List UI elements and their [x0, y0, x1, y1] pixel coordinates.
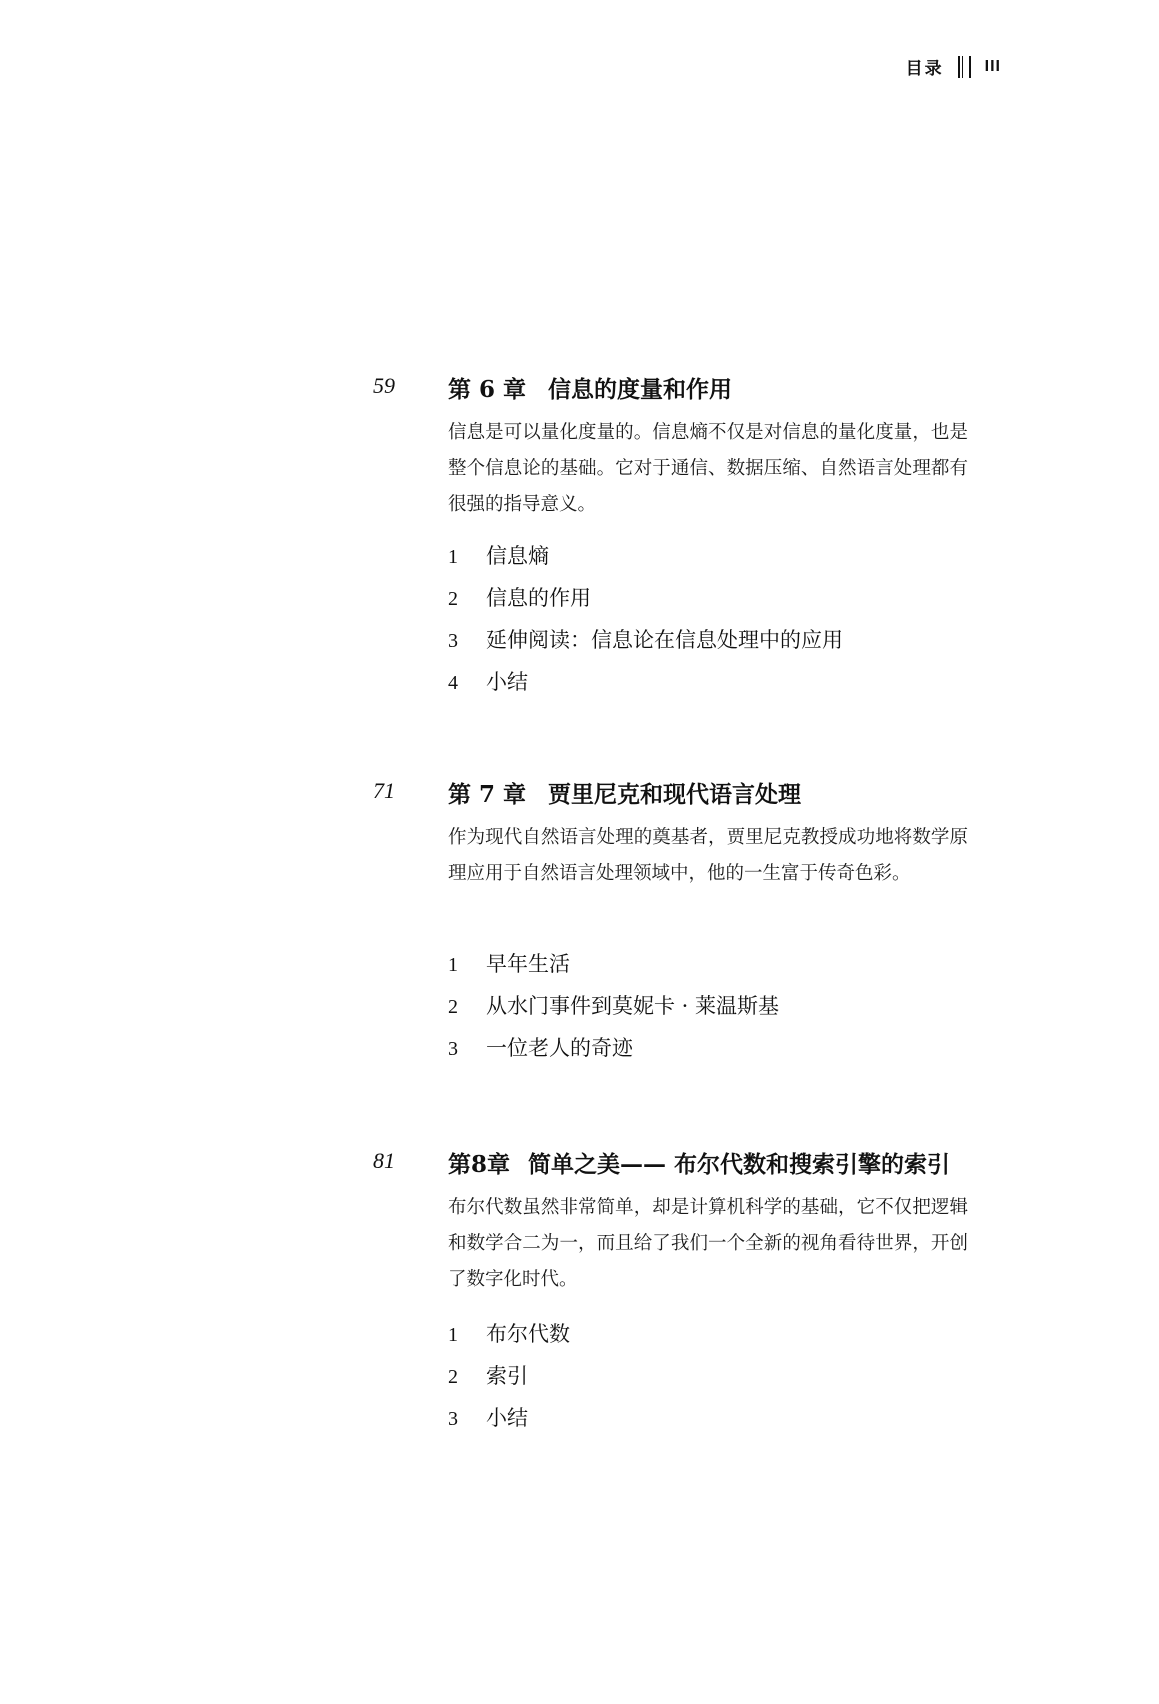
chapter-page-number: 71 — [373, 778, 395, 803]
chapter-page-number: 59 — [373, 373, 395, 398]
section-item[interactable] — [448, 582, 843, 624]
running-head-page-number: III — [984, 57, 1001, 75]
section-title: 小结 — [486, 670, 528, 694]
section-title: 信息的作用 — [486, 586, 591, 610]
chapter-title: 贾里尼克和现代语言处理 — [548, 781, 802, 808]
section-list — [448, 1318, 570, 1444]
section-item[interactable] — [448, 1360, 570, 1402]
section-item[interactable] — [448, 990, 779, 1032]
section-item[interactable] — [448, 540, 843, 582]
section-list — [448, 948, 779, 1074]
separator-bars-icon — [958, 56, 971, 78]
section-item[interactable] — [448, 624, 843, 666]
section-number: 2 — [448, 588, 458, 610]
section-title: 一位老人的奇迹 — [486, 1036, 633, 1060]
chapter-label: 第8章 — [448, 1151, 511, 1178]
section-number: 4 — [448, 672, 458, 694]
section-item[interactable] — [448, 1402, 570, 1444]
section-title: 早年生活 — [486, 952, 570, 976]
section-number: 2 — [448, 996, 458, 1018]
section-title: 延伸阅读：信息论在信息处理中的应用 — [486, 628, 843, 652]
section-number: 1 — [448, 1324, 458, 1346]
section-number: 1 — [448, 954, 458, 976]
section-title: 从水门事件到莫妮卡 · 莱温斯基 — [486, 994, 780, 1018]
chapter-title: 简单之美—— 布尔代数和搜索引擎的索引 — [528, 1151, 951, 1178]
chapter-summary: 布尔代数虽然非常简单，却是计算机科学的基础，它不仅把逻辑和数学合二为一，而且给了我们一个全新的视角看待世界，开创了数字化时代。 — [448, 1197, 968, 1290]
chapter-summary: 作为现代自然语言处理的奠基者，贾里尼克教授成功地将数学原理应用于自然语言处理领域中，他的一生富于传奇色彩。 — [448, 827, 968, 884]
section-item[interactable] — [448, 948, 779, 990]
chapter-heading[interactable] — [448, 371, 968, 404]
running-head — [906, 54, 1001, 79]
section-number: 3 — [448, 630, 458, 652]
chapter-label: 第 6 章 — [448, 376, 527, 403]
chapter-heading[interactable] — [448, 1146, 968, 1179]
section-number: 2 — [448, 1366, 458, 1388]
chapter-page-number: 81 — [373, 1148, 395, 1173]
section-item[interactable] — [448, 1318, 570, 1360]
chapter-heading[interactable] — [448, 776, 968, 809]
section-item[interactable] — [448, 1032, 779, 1074]
section-item[interactable] — [448, 666, 843, 708]
running-head-section: 目录 — [905, 59, 944, 79]
section-title: 信息熵 — [486, 544, 549, 568]
chapter-title: 信息的度量和作用 — [548, 376, 733, 403]
chapter-label: 第 7 章 — [448, 781, 527, 808]
section-title: 小结 — [486, 1406, 528, 1430]
section-title: 索引 — [486, 1364, 528, 1388]
chapter-summary: 信息是可以量化度量的。信息熵不仅是对信息的量化度量，也是整个信息论的基础。它对于通信、数据压缩、自然语言处理都有很强的指导意义。 — [448, 422, 968, 515]
section-title: 布尔代数 — [486, 1322, 570, 1346]
section-number: 3 — [448, 1038, 458, 1060]
section-number: 1 — [448, 546, 458, 568]
section-list — [448, 540, 843, 708]
section-number: 3 — [448, 1408, 458, 1430]
